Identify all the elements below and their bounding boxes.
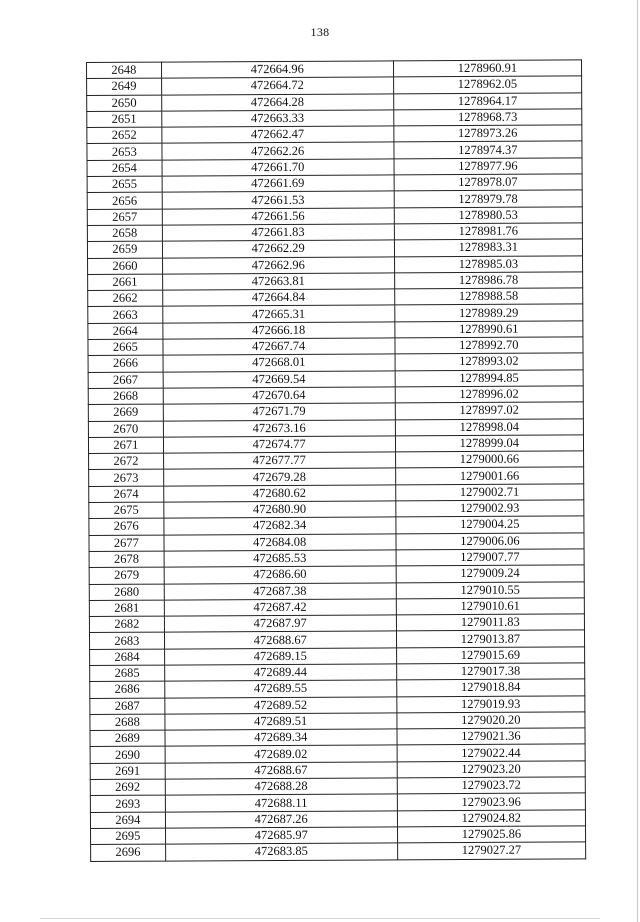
x-coordinate-cell: 472688.28 (165, 778, 397, 796)
point-number-cell: 2689 (90, 730, 165, 747)
point-number-cell: 2668 (88, 388, 163, 405)
point-number-cell: 2664 (88, 323, 163, 340)
y-coordinate-cell: 1278999.04 (395, 435, 583, 452)
x-coordinate-cell: 472685.53 (164, 550, 396, 568)
x-coordinate-cell: 472661.83 (162, 224, 394, 242)
point-number-cell: 2677 (89, 535, 164, 552)
point-number-cell: 2667 (88, 372, 163, 389)
scan-edge-bottom (40, 918, 600, 919)
y-coordinate-cell: 1279011.83 (396, 614, 584, 631)
x-coordinate-cell: 472687.97 (164, 615, 396, 633)
point-number-cell: 2676 (89, 518, 164, 535)
point-number-cell: 2659 (87, 241, 162, 258)
y-coordinate-cell: 1279004.25 (396, 516, 584, 533)
y-coordinate-cell: 1278998.04 (395, 418, 583, 435)
y-coordinate-cell: 1278992.70 (395, 337, 583, 354)
point-number-cell: 2665 (88, 339, 163, 356)
x-coordinate-cell: 472680.62 (163, 485, 395, 503)
x-coordinate-cell: 472664.28 (161, 93, 393, 111)
x-coordinate-cell: 472689.02 (165, 745, 397, 763)
point-number-cell: 2670 (88, 421, 163, 438)
x-coordinate-cell: 472689.55 (164, 680, 396, 698)
table-body (87, 60, 586, 861)
y-coordinate-cell: 1278973.26 (394, 125, 582, 142)
x-coordinate-cell: 472664.96 (161, 61, 393, 79)
point-number-cell: 2684 (90, 649, 165, 666)
point-number-cell: 2674 (89, 486, 164, 503)
y-coordinate-cell: 1278978.07 (394, 174, 582, 191)
y-coordinate-cell: 1278983.31 (394, 239, 582, 256)
y-coordinate-cell: 1278979.78 (394, 190, 582, 207)
x-coordinate-cell: 472677.77 (163, 452, 395, 470)
point-number-cell: 2648 (87, 62, 162, 79)
y-coordinate-cell: 1279024.82 (397, 810, 585, 827)
x-coordinate-cell: 472669.54 (163, 371, 395, 389)
point-number-cell: 2680 (89, 584, 164, 601)
y-coordinate-cell: 1279023.72 (397, 777, 585, 794)
point-number-cell: 2671 (88, 437, 163, 454)
scan-edge-right (637, 0, 638, 922)
point-number-cell: 2658 (87, 225, 162, 242)
point-number-cell: 2662 (88, 290, 163, 307)
x-coordinate-cell: 472674.77 (163, 436, 395, 454)
y-coordinate-cell: 1278996.02 (395, 386, 583, 403)
point-number-cell: 2660 (88, 258, 163, 275)
point-number-cell: 2657 (87, 209, 162, 226)
point-number-cell: 2650 (87, 95, 162, 112)
point-number-cell: 2675 (89, 502, 164, 519)
x-coordinate-cell: 472671.79 (163, 403, 395, 421)
y-coordinate-cell: 1278989.29 (394, 304, 582, 321)
y-coordinate-cell: 1278981.76 (394, 223, 582, 240)
point-number-cell: 2686 (90, 681, 165, 698)
x-coordinate-cell: 472687.26 (165, 811, 397, 829)
y-coordinate-cell: 1279027.27 (397, 842, 585, 859)
point-number-cell: 2666 (88, 355, 163, 372)
point-number-cell: 2655 (87, 176, 162, 193)
y-coordinate-cell: 1279000.66 (395, 451, 583, 468)
point-number-cell: 2694 (90, 812, 165, 829)
page-number: 138 (310, 25, 330, 39)
point-number-cell: 2663 (88, 307, 163, 324)
y-coordinate-cell: 1278994.85 (395, 370, 583, 387)
y-coordinate-cell: 1278977.96 (394, 158, 582, 175)
point-number-cell: 2695 (91, 828, 166, 845)
x-coordinate-cell: 472661.70 (162, 159, 394, 177)
point-number-cell: 2682 (89, 616, 164, 633)
y-coordinate-cell: 1279007.77 (396, 549, 584, 566)
y-coordinate-cell: 1279022.44 (397, 744, 585, 761)
y-coordinate-cell: 1279002.71 (395, 484, 583, 501)
x-coordinate-cell: 472679.28 (163, 468, 395, 486)
x-coordinate-cell: 472667.74 (163, 338, 395, 356)
y-coordinate-cell: 1278964.17 (393, 92, 581, 109)
x-coordinate-cell: 472686.60 (164, 566, 396, 584)
x-coordinate-cell: 472680.90 (164, 501, 396, 519)
point-number-cell: 2661 (88, 274, 163, 291)
point-number-cell: 2669 (88, 404, 163, 421)
point-number-cell: 2654 (87, 160, 162, 177)
x-coordinate-cell: 472688.11 (165, 794, 397, 812)
x-coordinate-cell: 472689.44 (164, 664, 396, 682)
x-coordinate-cell: 472668.01 (163, 354, 395, 372)
x-coordinate-cell: 472661.53 (162, 191, 394, 209)
point-number-cell: 2681 (89, 600, 164, 617)
point-number-cell: 2696 (91, 844, 166, 861)
y-coordinate-cell: 1279017.38 (396, 663, 584, 680)
y-coordinate-cell: 1279020.20 (397, 712, 585, 729)
y-coordinate-cell: 1278985.03 (394, 255, 582, 272)
table-row (91, 842, 586, 861)
x-coordinate-cell: 472682.34 (164, 517, 396, 535)
point-number-cell: 2687 (90, 698, 165, 715)
y-coordinate-cell: 1279013.87 (396, 630, 584, 647)
y-coordinate-cell: 1279025.86 (397, 826, 585, 843)
point-number-cell: 2673 (89, 470, 164, 487)
y-coordinate-cell: 1278988.58 (394, 288, 582, 305)
point-number-cell: 2678 (89, 551, 164, 568)
x-coordinate-cell: 472673.16 (163, 419, 395, 437)
x-coordinate-cell: 472663.81 (162, 273, 394, 291)
y-coordinate-cell: 1279023.96 (397, 793, 585, 810)
x-coordinate-cell: 472663.33 (161, 110, 393, 128)
x-coordinate-cell: 472662.26 (162, 142, 394, 160)
point-number-cell: 2692 (90, 779, 165, 796)
y-coordinate-cell: 1279010.55 (396, 581, 584, 598)
x-coordinate-cell: 472664.84 (162, 289, 394, 307)
x-coordinate-cell: 472689.51 (165, 713, 397, 731)
point-number-cell: 2691 (90, 763, 165, 780)
x-coordinate-cell: 472685.97 (165, 827, 397, 845)
y-coordinate-cell: 1279009.24 (396, 565, 584, 582)
y-coordinate-cell: 1279023.20 (397, 761, 585, 778)
y-coordinate-cell: 1279010.61 (396, 598, 584, 615)
point-number-cell: 2679 (89, 567, 164, 584)
point-number-cell: 2688 (90, 714, 165, 731)
y-coordinate-cell: 1278993.02 (395, 353, 583, 370)
y-coordinate-cell: 1278997.02 (395, 402, 583, 419)
y-coordinate-cell: 1279021.36 (397, 728, 585, 745)
x-coordinate-cell: 472661.69 (162, 175, 394, 193)
x-coordinate-cell: 472662.96 (162, 256, 394, 274)
y-coordinate-cell: 1278962.05 (393, 76, 581, 93)
y-coordinate-cell: 1278980.53 (394, 207, 582, 224)
y-coordinate-cell: 1278960.91 (393, 60, 581, 77)
x-coordinate-cell: 472684.08 (164, 533, 396, 551)
x-coordinate-cell: 472689.15 (164, 648, 396, 666)
x-coordinate-cell: 472662.29 (162, 240, 394, 258)
point-number-cell: 2651 (87, 111, 162, 128)
x-coordinate-cell: 472664.72 (161, 77, 393, 95)
y-coordinate-cell: 1278986.78 (394, 272, 582, 289)
point-number-cell: 2653 (87, 144, 162, 161)
y-coordinate-cell: 1278990.61 (395, 321, 583, 338)
y-coordinate-cell: 1279015.69 (396, 647, 584, 664)
x-coordinate-cell: 472670.64 (163, 387, 395, 405)
point-number-cell: 2672 (89, 453, 164, 470)
x-coordinate-cell: 472665.31 (163, 305, 395, 323)
x-coordinate-cell: 472666.18 (163, 322, 395, 340)
x-coordinate-cell: 472687.38 (164, 582, 396, 600)
y-coordinate-cell: 1278968.73 (393, 109, 581, 126)
point-number-cell: 2693 (90, 795, 165, 812)
y-coordinate-cell: 1279002.93 (396, 500, 584, 517)
y-coordinate-cell: 1279018.84 (396, 679, 584, 696)
x-coordinate-cell: 472688.67 (165, 762, 397, 780)
point-number-cell: 2649 (87, 78, 162, 95)
x-coordinate-cell: 472687.42 (164, 599, 396, 617)
x-coordinate-cell: 472688.67 (164, 631, 396, 649)
x-coordinate-cell: 472661.56 (162, 208, 394, 226)
x-coordinate-cell: 472689.52 (165, 696, 397, 714)
y-coordinate-cell: 1279001.66 (395, 467, 583, 484)
point-number-cell: 2656 (87, 192, 162, 209)
y-coordinate-cell: 1279006.06 (396, 533, 584, 550)
y-coordinate-cell: 1278974.37 (394, 141, 582, 158)
coordinates-table (86, 59, 586, 861)
x-coordinate-cell: 472662.47 (162, 126, 394, 144)
x-coordinate-cell: 472689.34 (165, 729, 397, 747)
x-coordinate-cell: 472683.85 (165, 843, 397, 861)
point-number-cell: 2683 (89, 632, 164, 649)
point-number-cell: 2685 (90, 665, 165, 682)
point-number-cell: 2652 (87, 127, 162, 144)
y-coordinate-cell: 1279019.93 (397, 695, 585, 712)
point-number-cell: 2690 (90, 747, 165, 764)
